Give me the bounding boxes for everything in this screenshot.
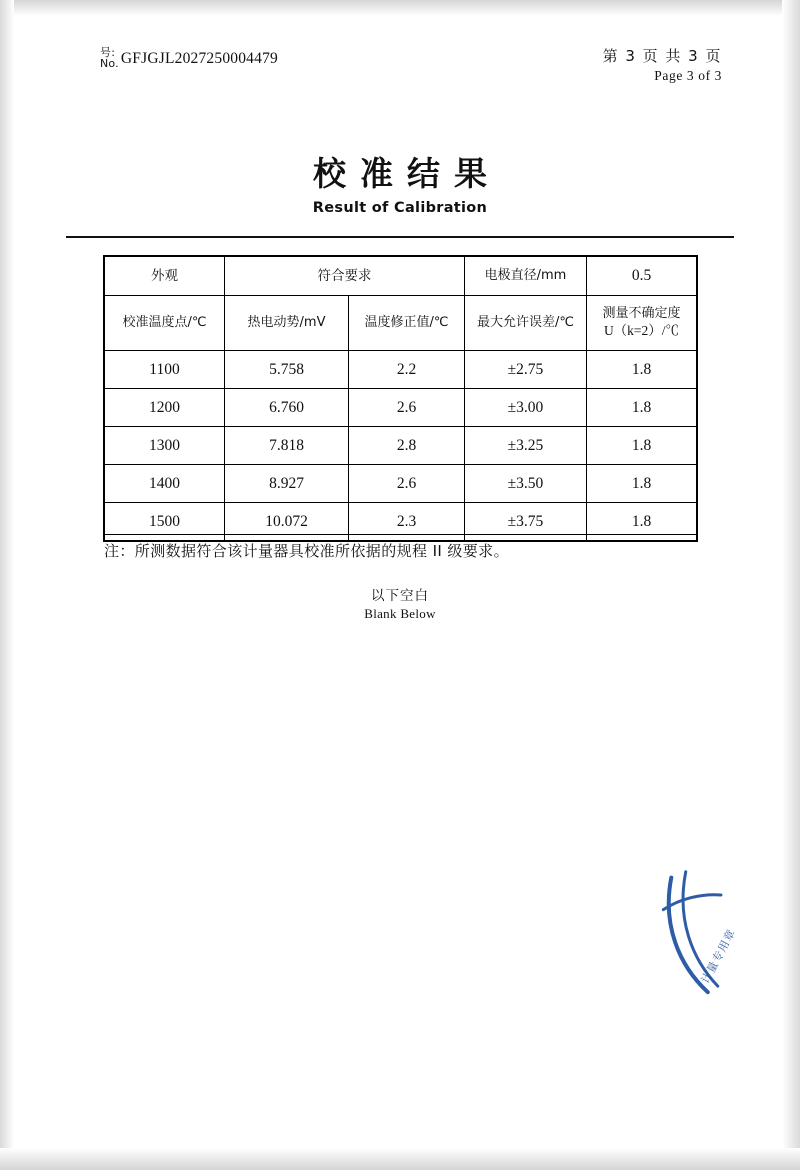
table-row	[105, 427, 697, 465]
cell-emf: 10.072	[225, 503, 349, 541]
page-subtitle: Result of Calibration	[312, 200, 488, 216]
cell-uncertainty: 1.8	[587, 351, 697, 389]
cell-appearance-label: 外观	[105, 257, 225, 296]
cell-appearance-value: 符合要求	[225, 257, 465, 296]
cell-mpe: ±3.50	[465, 465, 587, 503]
cell-temperature: 1100	[105, 351, 225, 389]
page-title: 校准结果	[313, 154, 501, 193]
blank-below-en: Blank Below	[364, 606, 436, 621]
table-note: 注：所测数据符合该计量器具校准所依据的规程 II 级要求。	[104, 542, 509, 560]
table-row	[105, 257, 697, 296]
blank-below-cn: 以下空白	[371, 588, 429, 604]
cell-emf: 5.758	[225, 351, 349, 389]
cell-correction: 2.2	[349, 351, 465, 389]
table-row	[105, 503, 697, 541]
cell-uncertainty: 1.8	[587, 427, 697, 465]
cell-uncertainty: 1.8	[587, 389, 697, 427]
uncertainty-label-line2: U（k=2）/℃	[603, 322, 680, 338]
official-seal-icon	[619, 848, 772, 1006]
cell-uncertainty: 1.8	[587, 503, 697, 541]
uncertainty-label-line1: 测量不确定度	[602, 306, 681, 322]
table-row	[105, 389, 697, 427]
table-row	[105, 351, 697, 389]
certificate-number-label: 号: No.	[100, 46, 119, 70]
cell-emf: 8.927	[225, 465, 349, 503]
cell-temperature: 1300	[105, 427, 225, 465]
certificate-number	[100, 48, 278, 70]
cell-correction: 2.3	[349, 503, 465, 541]
cell-uncertainty: 1.8	[587, 465, 697, 503]
cell-correction: 2.6	[349, 389, 465, 427]
official-seal-text: 计量专用章	[698, 926, 739, 986]
table-row	[105, 465, 697, 503]
cell-electrode-diameter-value: 0.5	[587, 257, 697, 296]
col-header-emf: 热电动势/mV	[225, 296, 349, 351]
calibration-results-table	[104, 256, 696, 541]
page-number-en: Page 3 of 3	[654, 68, 722, 84]
cell-mpe: ±3.25	[465, 427, 587, 465]
cell-mpe: ±3.75	[465, 503, 587, 541]
cell-temperature: 1500	[105, 503, 225, 541]
cell-emf: 7.818	[225, 427, 349, 465]
scan-edge-top	[0, 0, 800, 16]
col-header-mpe: 最大允许误差/℃	[465, 296, 587, 351]
col-header-correction: 温度修正值/℃	[349, 296, 465, 351]
table-header-row	[105, 296, 697, 351]
cell-correction: 2.6	[349, 465, 465, 503]
cell-mpe: ±3.00	[465, 389, 587, 427]
scan-edge-bottom	[0, 1148, 800, 1170]
page-number-cn: 第 3 页 共 3 页	[602, 47, 722, 65]
page-number	[603, 46, 722, 85]
cell-emf: 6.760	[225, 389, 349, 427]
cell-correction: 2.8	[349, 427, 465, 465]
title-divider	[66, 236, 734, 238]
cell-electrode-diameter-label: 电极直径/mm	[465, 257, 587, 296]
cell-mpe: ±2.75	[465, 351, 587, 389]
cell-temperature: 1200	[105, 389, 225, 427]
certificate-number-value: GFJGJL2027250004479	[120, 50, 278, 67]
cell-temperature: 1400	[105, 465, 225, 503]
col-header-temperature-point: 校准温度点/℃	[105, 296, 225, 351]
col-header-uncertainty	[587, 296, 697, 351]
